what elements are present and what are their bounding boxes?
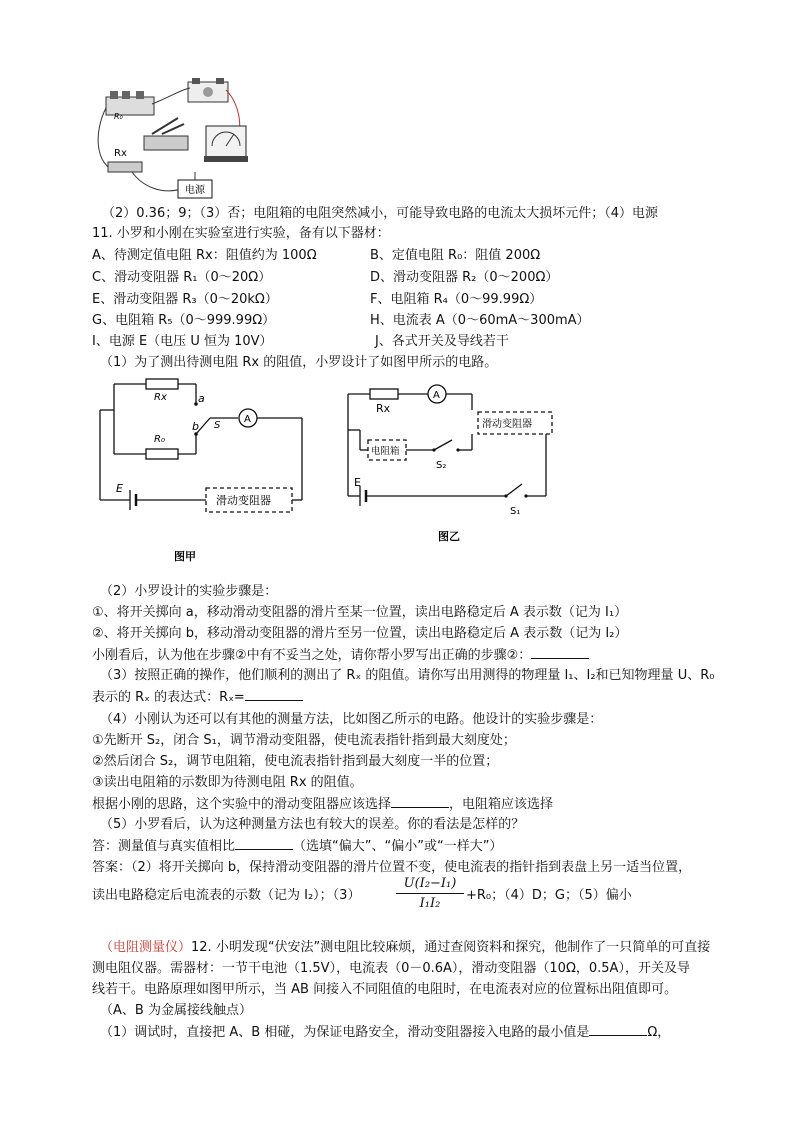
ammeter-photo bbox=[204, 126, 248, 162]
resistance-box-r0 bbox=[106, 91, 154, 121]
e-label: E bbox=[354, 476, 361, 489]
s2-label: S₂ bbox=[436, 460, 447, 471]
equipment-item: B、定值电阻 R₀：阻值 200Ω bbox=[370, 248, 541, 263]
equipment-item: J、各式开关及导线若干 bbox=[375, 334, 509, 349]
q12-line3: 线若干。电路原理如图甲所示，当 AB 间接入不同阻值的电阻时，在电流表对应的位置标出阻值即可。 bbox=[92, 982, 678, 997]
caption-jia: 图甲 bbox=[174, 550, 196, 563]
step-1: ①、将开关掷向 a，移动滑动变阻器的滑片至某一位置，读出电路稳定后 A 表示数（记为 I₁） bbox=[92, 605, 628, 620]
rx-label: Rx bbox=[376, 402, 391, 415]
q11-part3-expr: 表示的 Rₓ 的表达式：Rₓ= bbox=[92, 687, 303, 708]
circuit-yi bbox=[340, 378, 560, 548]
q12-tag: （电阻测量仪） bbox=[100, 940, 192, 955]
resistance-box-label: 电阻箱 bbox=[371, 446, 400, 457]
q11-part4: （4）小刚认为还可以有其他的测量方法，比如图乙所示的电路。他设计的实验步骤是： bbox=[100, 712, 603, 727]
q12-line5: （1）调试时，直接把 A、B 相碰，为保证电路安全，滑动变阻器接入电路的最小值是 Ω， bbox=[100, 1022, 670, 1043]
q11-part4-question: 根据小刚的思路，这个实验中的滑动变阻器应该选择 ，电阻箱应该选择 bbox=[92, 794, 553, 815]
answer-blank bbox=[531, 645, 589, 659]
q11-part2-question: 小刚看后，认为他在步骤②中有不妥当之处，请你帮小罗写出正确的步骤②： bbox=[92, 645, 589, 666]
r0-label: R₀ bbox=[154, 434, 165, 445]
equipment-item: F、电阻箱 R₄（0～99.99Ω） bbox=[370, 292, 543, 307]
ammeter-label: A bbox=[433, 390, 440, 401]
svg-text:电源: 电源 bbox=[185, 185, 205, 196]
a-label: a bbox=[198, 392, 205, 405]
step-4c: ③读出电阻箱的示数即为待测电阻 Rx 的阻值。 bbox=[92, 775, 363, 790]
rx-label: Rx bbox=[154, 392, 167, 403]
answer-key-line1: 答案：（2）将开关掷向 b，保持滑动变阻器的滑片位置不变，使电流表的指针指到表盘上另一适当位置， bbox=[92, 860, 692, 875]
s1-label: S₁ bbox=[510, 506, 521, 517]
answer-key-line2: 读出电路稳定后电流表的示数（记为 I₂）；（3） bbox=[92, 888, 361, 903]
q11-part3: （3）按照正确的操作，他们顺利的测出了 Rₓ 的阻值。请你写出用测得的物理量 I₁、I₂和已知物理量 U、R₀ bbox=[100, 668, 715, 683]
q12-line2: 测电阻仪器。需器材：一节干电池（1.5V），电流表（0－0.6A），滑动变阻器（10Ω，0.5A），开关及导 bbox=[92, 961, 690, 976]
q12-line1: （电阻测量仪）12. 小明发现“伏安法”测电阻比较麻烦，通过查阅资料和探究，他制作了一只简单的可直接 bbox=[100, 940, 711, 955]
q12-line4: （A、B 为金属接线触点） bbox=[100, 1003, 252, 1018]
answers-q10: （2）0.36；9；（3）否；电阻箱的电阻突然减小，可能导致电路的电流太大损坏元件；（4）电源 bbox=[102, 206, 659, 221]
step-4a: ①先断开 S₂，闭合 S₁，调节滑动变阻器，使电流表指针指到最大刻度处； bbox=[92, 733, 516, 748]
formula-numerator: U(I₂−I₁) bbox=[396, 876, 464, 894]
circuit-jia bbox=[92, 374, 322, 564]
switch-rheostat bbox=[144, 118, 188, 150]
apparatus-figure bbox=[92, 76, 252, 200]
equipment-item: E、滑动变阻器 R₃（0～20kΩ） bbox=[92, 292, 278, 307]
answer-blank bbox=[245, 687, 303, 701]
rheostat-label: 滑动变阻器 bbox=[216, 494, 271, 507]
equipment-item: G、电阻箱 R₅（0～999.99Ω） bbox=[92, 313, 276, 328]
equipment-item: H、电流表 A（0～60mA～300mA） bbox=[370, 313, 590, 328]
answer-key-line2-end: +R₀；（4）D；G；（5）偏小 bbox=[466, 888, 632, 903]
b-label: b bbox=[192, 420, 199, 433]
q11-intro: 11. 小罗和小刚在实验室进行实验，备有以下器材： bbox=[92, 226, 390, 241]
q11-part5-answer: 答：测量值与真实值相比 （选填“偏大”、“偏小”或“一样大”） bbox=[92, 836, 502, 857]
q11-part5: （5）小罗看后，认为这种测量方法也有较大的误差。你的看法是怎样的？ bbox=[100, 817, 525, 832]
resistor-rx bbox=[370, 389, 398, 399]
q11-part1: （1）为了测出待测电阻 Rx 的阻值，小罗设计了如图甲所示的电路。 bbox=[100, 355, 498, 370]
power-supply bbox=[178, 180, 212, 198]
answer-blank bbox=[391, 794, 449, 808]
step-2: ②、将开关掷向 b，移动滑动变阻器的滑片至另一位置，读出电路稳定后 A 表示数（记为 I₂） bbox=[92, 626, 628, 641]
svg-text:R₀: R₀ bbox=[114, 112, 123, 121]
top-meter bbox=[188, 78, 228, 102]
rx-label: Rx bbox=[114, 148, 127, 159]
equipment-item: A、待测定值电阻 Rx：阻值约为 100Ω bbox=[92, 248, 317, 263]
s-label: S bbox=[214, 420, 221, 431]
ammeter-label: A bbox=[244, 414, 251, 425]
rx-formula bbox=[396, 876, 464, 911]
formula-denominator: I₁I₂ bbox=[419, 896, 441, 911]
caption-yi: 图乙 bbox=[438, 530, 460, 543]
resistor-r0 bbox=[146, 449, 178, 459]
q11-part2: （2）小罗设计的实验步骤是： bbox=[100, 584, 278, 599]
answer-blank bbox=[589, 1022, 647, 1036]
step-4b: ②然后闭合 S₂，调节电阻箱，使电流表指针指到最大刻度一半的位置； bbox=[92, 754, 499, 769]
equipment-item: I、电源 E（电压 U 恒为 10V） bbox=[92, 334, 273, 349]
rheostat-label: 滑动变阻器 bbox=[482, 419, 532, 430]
answer-blank bbox=[235, 836, 293, 850]
e-label: E bbox=[116, 482, 123, 495]
resistor-rx bbox=[146, 379, 178, 389]
equipment-item: C、滑动变阻器 R₁（0～20Ω） bbox=[92, 270, 272, 285]
equipment-item: D、滑动变阻器 R₂（0～200Ω） bbox=[370, 270, 559, 285]
